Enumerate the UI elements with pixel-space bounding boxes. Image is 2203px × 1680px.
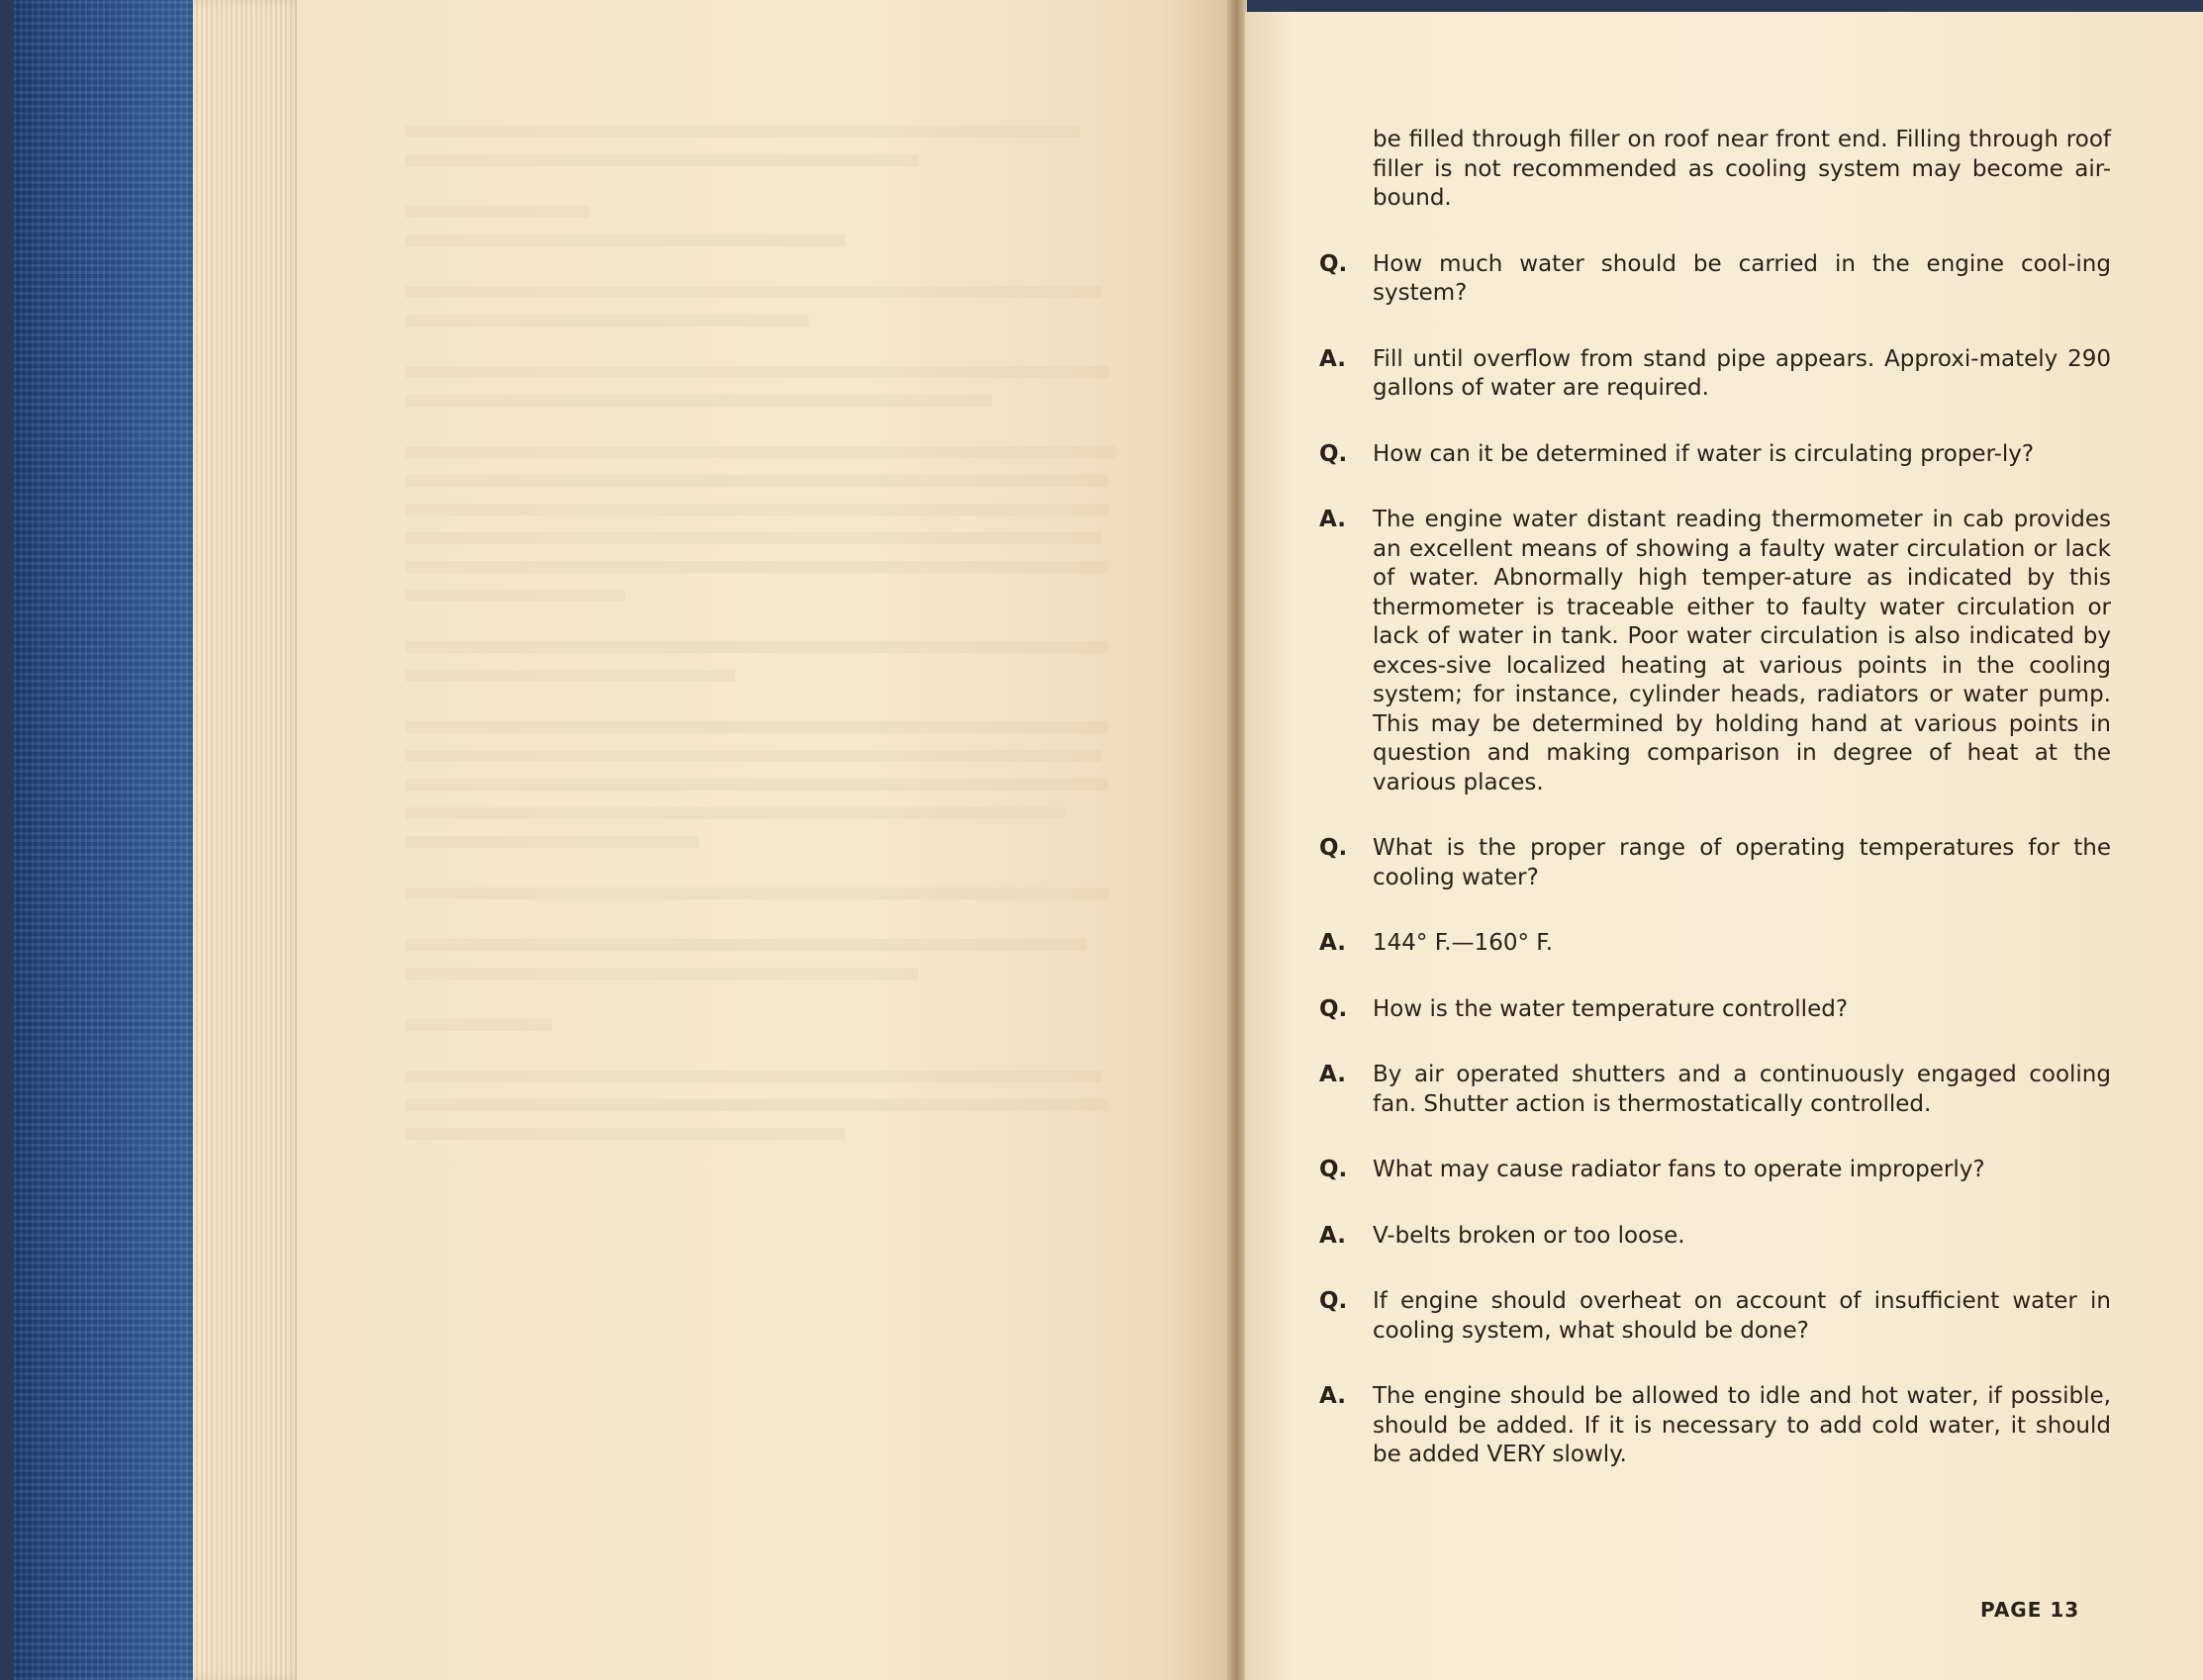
intro-paragraph: be filled through filler on roof near front end. Filling through roof filler is not recommended as cooling system may become air-bound. — [1373, 127, 2111, 211]
page-edges — [193, 0, 302, 1680]
qa-label: A. — [1319, 1383, 1346, 1409]
qa-label: Q. — [1319, 440, 1348, 467]
right-page — [1245, 12, 2203, 1680]
book-gutter — [1227, 0, 1247, 1680]
qa-text: How much water should be carried in the engine cool-ing system? — [1373, 250, 2111, 306]
qa-label: Q. — [1319, 835, 1348, 861]
qa-text: If engine should overheat on account of insufficient water in cooling system, what should be done? — [1373, 1288, 2111, 1344]
qa-text: What is the proper range of operating temperatures for the cooling water? — [1373, 835, 2111, 890]
qa-label: Q. — [1319, 995, 1348, 1022]
qa-text: By air operated shutters and a continuously engaged cooling fan. Shutter action is thermostatically controlled. — [1373, 1062, 2111, 1117]
left-page — [297, 0, 1237, 1680]
qa-text: How is the water temperature controlled? — [1373, 995, 1849, 1022]
qa-item — [1319, 506, 2111, 797]
qa-content — [1319, 126, 2111, 1507]
qa-item — [1319, 1382, 2111, 1470]
qa-label: Q. — [1319, 1157, 1348, 1182]
qa-item — [1319, 1222, 2111, 1252]
qa-item — [1319, 250, 2111, 309]
qa-label: A. — [1319, 1222, 1346, 1249]
qa-label: A. — [1319, 930, 1346, 956]
qa-item — [1319, 995, 2111, 1025]
qa-text: 144° F.—160° F. — [1373, 930, 1554, 956]
qa-text: The engine water distant reading thermometer in cab provides an excellent means of showing a faulty water circulation or lack of water. Abnormally high temper-ature as indicated by this thermometer is traceable either to faulty water circulation or lack of water in tank. Poor water circulation is also indicated by exces-sive localized heating at various points in the cooling system; for instance, cylinder heads, radiators or water pump. This may be determined by holding hand at various points in question and making comparison in degree of heat at the various places. — [1373, 507, 2111, 795]
qa-item — [1319, 834, 2111, 892]
qa-item — [1319, 1061, 2111, 1119]
qa-item — [1319, 440, 2111, 470]
qa-text: Fill until overflow from stand pipe appears. Approxi-mately 290 gallons of water are required. — [1373, 345, 2111, 401]
page-number: PAGE 13 — [1980, 1598, 2080, 1622]
qa-text: How can it be determined if water is circulating proper-ly? — [1373, 440, 2035, 467]
qa-item — [1319, 345, 2111, 404]
qa-text: What may cause radiator fans to operate improperly? — [1373, 1157, 1985, 1182]
qa-text: The engine should be allowed to idle and hot water, if possible, should be added. If it is necessary to add cold water, it should be added VERY slowly. — [1373, 1383, 2111, 1467]
qa-label: Q. — [1319, 250, 1348, 277]
qa-label: Q. — [1319, 1288, 1348, 1314]
qa-label: A. — [1319, 507, 1346, 532]
qa-item — [1319, 1156, 2111, 1185]
bleed-through-text — [406, 109, 1138, 1157]
qa-label: A. — [1319, 345, 1346, 372]
qa-item — [1319, 929, 2111, 959]
qa-item — [1319, 1287, 2111, 1346]
qa-label: A. — [1319, 1062, 1346, 1087]
qa-text: V-belts broken or too loose. — [1373, 1222, 1685, 1249]
